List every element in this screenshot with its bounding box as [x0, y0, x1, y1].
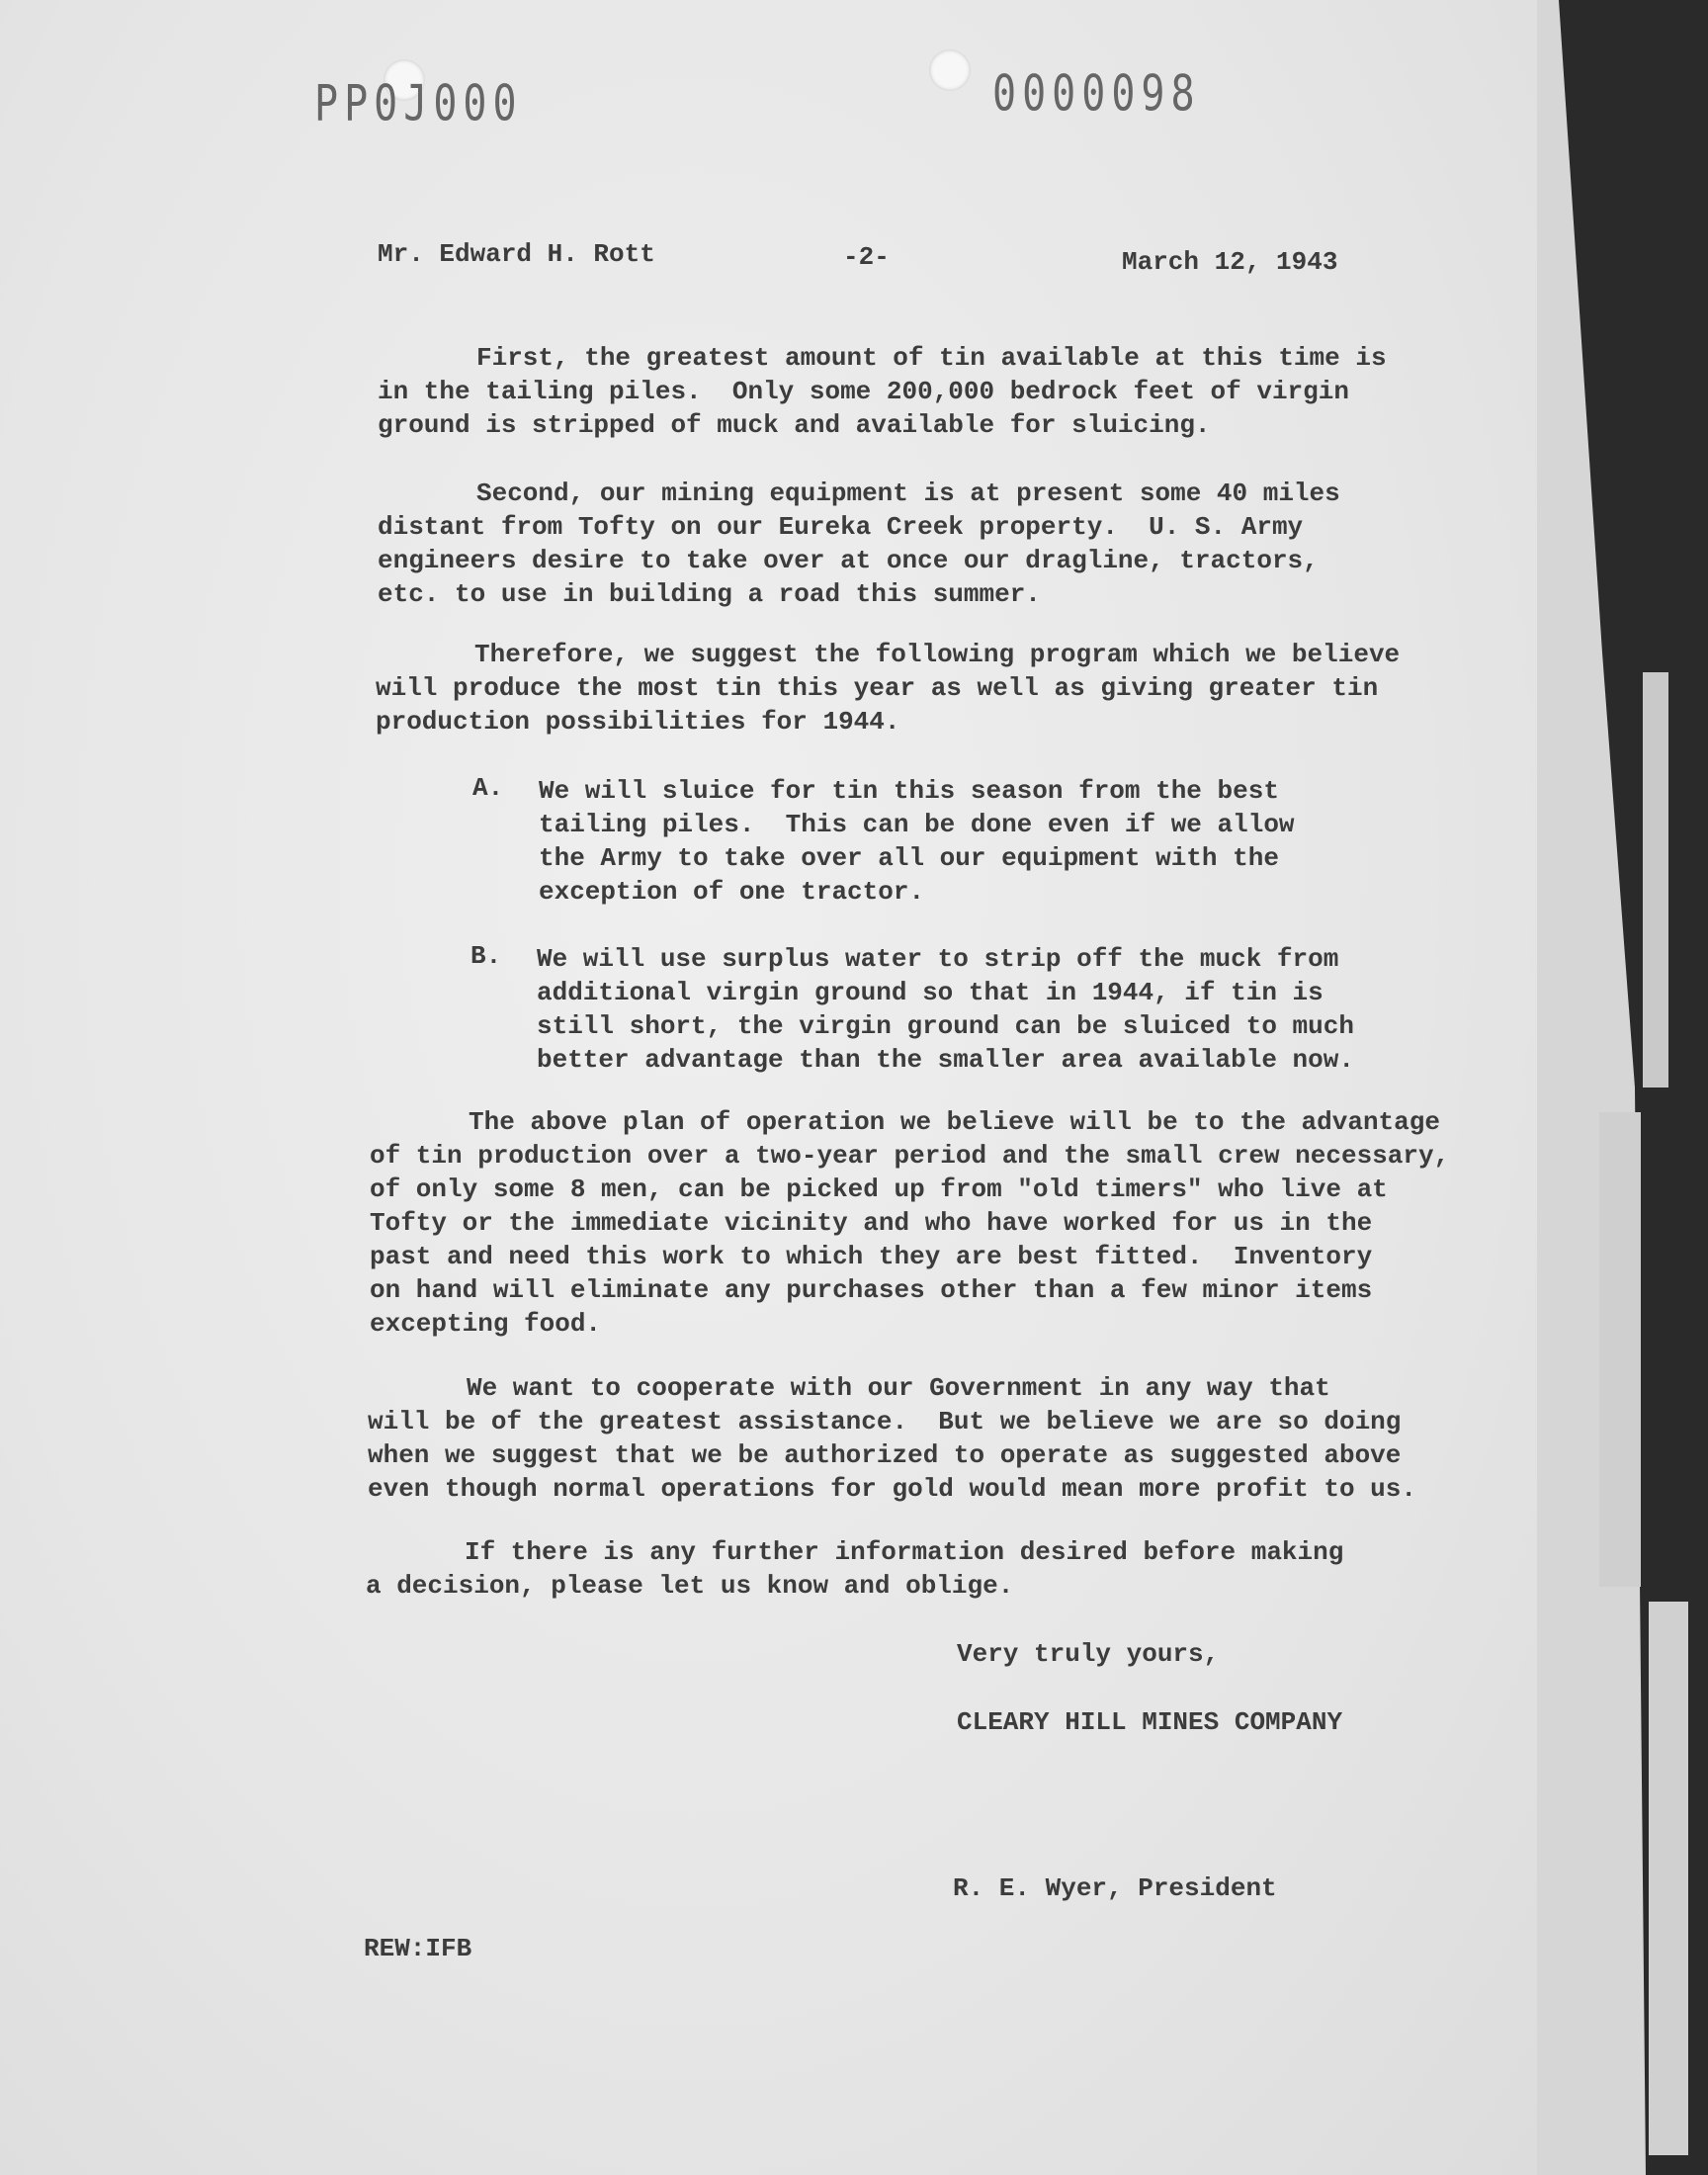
recipient-name: Mr. Edward H. Rott	[378, 239, 655, 269]
text-line: excepting food.	[370, 1309, 602, 1339]
page-number: -2-	[843, 242, 890, 272]
text-line: Tofty or the immediate vicinity and who have worked for us in the	[370, 1208, 1373, 1238]
text-line: Therefore, we suggest the following program which we believe	[474, 640, 1401, 669]
text-line: will produce the most tin this year as well as giving greater tin	[376, 673, 1379, 703]
list-marker: B.	[470, 941, 502, 971]
text-line: ground is stripped of muck and available for sluicing.	[378, 410, 1211, 440]
text-line: still short, the virgin ground can be sluiced to much	[537, 1011, 1354, 1041]
text-line: the Army to take over all our equipment with the	[539, 843, 1279, 873]
text-line: of tin production over a two-year period and the small crew necessary,	[370, 1141, 1450, 1171]
text-line: better advantage than the smaller area available now.	[537, 1045, 1354, 1075]
closing-salutation: Very truly yours,	[957, 1639, 1220, 1669]
text-line: a decision, please let us know and oblige.	[366, 1571, 1014, 1601]
page-tab	[1599, 1112, 1641, 1587]
text-line: We will use surplus water to strip off the muck from	[537, 944, 1339, 974]
text-line: exception of one tractor.	[539, 877, 925, 907]
text-line: Second, our mining equipment is at present some 40 miles	[476, 478, 1340, 508]
letter-date: March 12, 1943	[1122, 247, 1338, 277]
text-line: additional virgin ground so that in 1944, if tin is	[537, 978, 1324, 1007]
document-number-right: 0000098	[992, 65, 1201, 123]
text-line: in the tailing piles. Only some 200,000 bedrock feet of virgin	[378, 377, 1349, 406]
page-tab	[1649, 1602, 1688, 2155]
text-line: distant from Tofty on our Eureka Creek property. U. S. Army	[378, 512, 1304, 542]
punch-hole-icon	[929, 49, 971, 91]
document-number-left: PP0J000	[314, 75, 523, 132]
text-line: engineers desire to take over at once our dragline, tractors,	[378, 546, 1319, 575]
text-line: will be of the greatest assistance. But we believe we are so doing	[368, 1407, 1402, 1436]
signer-name: R. E. Wyer, President	[953, 1873, 1277, 1903]
text-line: production possibilities for 1944.	[376, 707, 900, 737]
reference-initials: REW:IFB	[364, 1934, 472, 1963]
text-line: on hand will eliminate any purchases other than a few minor items	[370, 1275, 1373, 1305]
page-edge-shadow	[1537, 0, 1646, 2175]
text-line: We will sluice for tin this season from the best	[539, 776, 1279, 806]
text-line: First, the greatest amount of tin available at this time is	[476, 343, 1387, 373]
text-line: If there is any further information desired before making	[465, 1537, 1344, 1567]
page-tab	[1643, 672, 1668, 1088]
text-line: even though normal operations for gold would mean more profit to us.	[368, 1474, 1416, 1504]
list-marker: A.	[472, 773, 504, 803]
text-line: past and need this work to which they are best fitted. Inventory	[370, 1242, 1373, 1271]
company-name: CLEARY HILL MINES COMPANY	[957, 1707, 1343, 1737]
text-line: of only some 8 men, can be picked up from "old timers" who live at	[370, 1174, 1388, 1204]
text-line: etc. to use in building a road this summer.	[378, 579, 1041, 609]
text-line: The above plan of operation we believe will be to the advantage	[469, 1107, 1440, 1137]
text-line: We want to cooperate with our Government in any way that	[467, 1373, 1330, 1403]
text-line: tailing piles. This can be done even if we allow	[539, 810, 1295, 839]
text-line: when we suggest that we be authorized to operate as suggested above	[368, 1440, 1402, 1470]
